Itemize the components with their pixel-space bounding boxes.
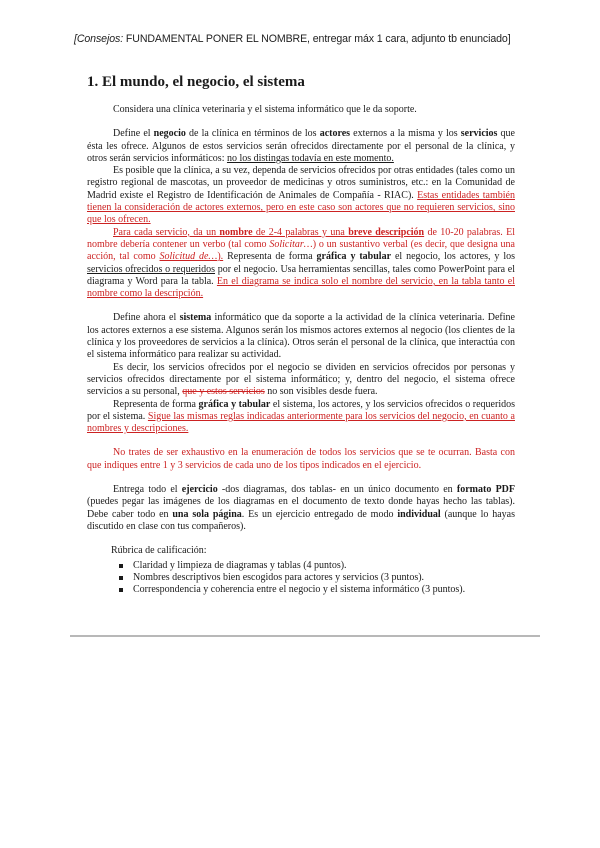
red-note: de 2-4 palabras y una bbox=[252, 226, 349, 238]
header-rest: FUNDAMENTAL PONER EL NOMBRE, entregar máx 1 cara, adjunto tb enunciado] bbox=[123, 33, 511, 45]
bold-run: gráfica y tabular bbox=[198, 398, 271, 410]
red-note: Para cada servicio, da un bbox=[113, 226, 220, 238]
rubric-list bbox=[111, 560, 515, 597]
red-strike-run: que y estos servicios bbox=[182, 386, 265, 398]
bold-run: ejercicio bbox=[181, 484, 218, 496]
paragraph-not-exhaustive: No trates de ser exhaustivo en la enumeración de todos los servicios que se te ocurran. Basta con que indiques entre 1 y 3 servicios de cada uno de los tipos indicados en el ejercicio. bbox=[87, 447, 515, 471]
text-run: por el negocio. Usa herramientas sencillas, tales como PowerPoint para el diagrama y Word para la tabla. bbox=[87, 263, 515, 287]
rubric bbox=[87, 545, 515, 596]
bold-run: negocio bbox=[153, 128, 186, 140]
paragraph-delivery bbox=[87, 484, 515, 533]
text-run: informático que da soporte a la actividad de la clínica veterinaria. Define los actores externos a ese sistema. Algunos serán los mismos actores externos al negocio (los clientes de la clínica y los proveedores de servicios a la clínica). Otros serán el personal de la clínica, que interactúa con el sistema informático para realizar su actividad. bbox=[87, 312, 515, 361]
paragraph-service-split bbox=[87, 362, 515, 399]
bold-run: gráfica y tabular bbox=[316, 251, 392, 263]
red-note: En el diagrama se indica solo el nombre del servicio, en la tabla tanto el nombre como la descripción. bbox=[87, 275, 515, 300]
text-run: Define ahora el bbox=[113, 312, 180, 324]
paragraph-intro: Considera una clínica veterinaria y el sistema informático que le da soporte. bbox=[113, 104, 417, 115]
bold-run: formato PDF bbox=[456, 484, 516, 496]
text-run: -dos diagramas, dos tablas- en un único documento en bbox=[217, 484, 457, 496]
red-note: ) o un sustantivo verbal (es decir, que designa una acción, tal como bbox=[87, 238, 515, 263]
underlined-run: servicios ofrecidos o requeridos bbox=[87, 263, 216, 275]
red-italic-run: Solicitar… bbox=[269, 238, 313, 250]
text-run: (puedes pegar las imágenes de los diagramas en el documento de texto donde hayas hecho las tablas). Debe caber todo en bbox=[87, 496, 515, 520]
paragraph-external-entities bbox=[87, 165, 515, 226]
text-run: el negocio, los actores, y los bbox=[391, 251, 516, 263]
text-run: Entrega todo el bbox=[113, 484, 182, 496]
text-run: externos a la misma y los bbox=[350, 128, 461, 140]
underlined-run: no los distingas todavía en este momento. bbox=[226, 152, 394, 164]
text-run: de la clínica en términos de los bbox=[185, 128, 320, 140]
rubric-item: Nombres descriptivos bien escogidos para actores y servicios (3 puntos). bbox=[133, 572, 515, 584]
rubric-title: Rúbrica de calificación: bbox=[111, 545, 207, 557]
paragraph-system bbox=[87, 312, 515, 361]
paragraph-system-representation bbox=[87, 399, 515, 436]
document-body bbox=[87, 104, 515, 596]
bold-run: individual bbox=[397, 508, 441, 520]
red-note: Estas entidades también tienen la consideración de actores externos, pero en este caso son actores que no requieren servicios, sino que los ofrecen. bbox=[87, 189, 515, 226]
red-note: ). bbox=[217, 251, 224, 263]
rubric-item: Claridad y limpieza de diagramas y tablas (4 puntos). bbox=[133, 560, 515, 572]
page-divider bbox=[70, 635, 540, 637]
text-run: (aunque lo hayas discutido en clase con tus compañeros). bbox=[87, 508, 515, 532]
text-run: Representa de forma bbox=[113, 398, 199, 410]
text-run: que ésta les ofrece. Algunos de estos servicios serán ofrecidos directamente por el personal de la clínica, y otros serán servicios informáticos: bbox=[87, 128, 515, 164]
paragraph-business bbox=[87, 128, 515, 165]
bold-run: servicios bbox=[460, 128, 498, 140]
bold-run: sistema bbox=[179, 312, 212, 324]
text-run: no son visibles desde fuera. bbox=[264, 386, 378, 398]
red-bold-run: nombre bbox=[219, 226, 253, 238]
text-run: Define el bbox=[113, 128, 154, 140]
text-run: Representa de forma bbox=[223, 251, 317, 263]
rubric-item: Correspondencia y coherencia entre el negocio y el sistema informático (3 puntos). bbox=[133, 584, 515, 596]
text-run: el sistema, los actores, y los servicios ofrecidos o requeridos por el sistema. bbox=[87, 398, 516, 422]
page-title: 1. El mundo, el negocio, el sistema bbox=[87, 74, 305, 90]
header-lead: [Consejos: bbox=[74, 33, 124, 45]
paragraph-service-naming bbox=[87, 227, 515, 301]
header-note bbox=[74, 33, 594, 45]
red-bold-run: breve descripción bbox=[348, 226, 425, 238]
text-run: Es decir, los servicios ofrecidos por el negocio se dividen en servicios ofrecidos por personas y servicios ofrecidos directamente por el sistema informático; y, dentro del negocio, el sistema ofrece servicios a su personal, bbox=[87, 361, 515, 398]
text-run: . Es un ejercicio entregado de modo bbox=[241, 508, 398, 520]
red-note: de 10-20 palabras. El nombre debería contener un verbo (tal como bbox=[87, 226, 515, 250]
text-run: Es posible que la clínica, a su vez, dependa de servicios ofrecidos por otras entidades (tales como un registro regional de mascotas, un proveedor de medicinas y otros suministros, etc.: en la Comunidad de Madrid existe el Registro de Identificación de Animales de Compañía - RIAC). bbox=[87, 165, 515, 201]
red-italic-run: Solicitud de… bbox=[159, 251, 218, 263]
red-note: Sigue las mismas reglas indicadas anteriormente para los servicios del negocio, en cuanto a nombres y descripciones. bbox=[87, 410, 515, 435]
bold-run: actores bbox=[319, 128, 351, 140]
bold-run: una sola página bbox=[172, 508, 242, 520]
